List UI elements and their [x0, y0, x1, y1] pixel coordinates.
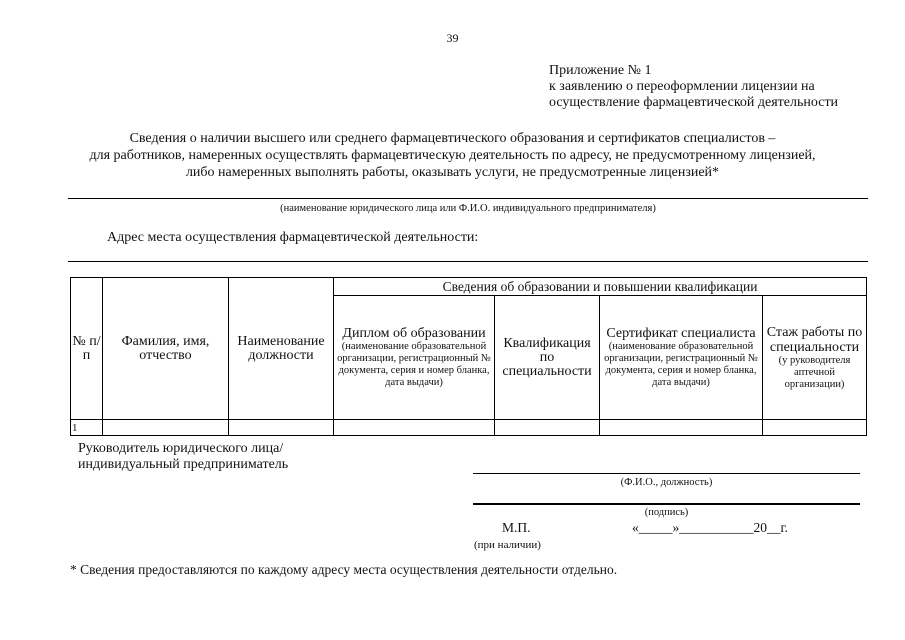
cell-position	[229, 420, 334, 436]
cell-qualification	[495, 420, 600, 436]
address-line	[68, 261, 868, 262]
stamp-note: (при наличии)	[474, 539, 541, 551]
cell-certificate	[600, 420, 763, 436]
footnote: * Сведения предоставляются по каждому адресу места осуществления деятельности отдельно.	[70, 562, 618, 577]
cell-number: 1	[71, 420, 103, 436]
experience-title: Стаж работы по специальности	[766, 324, 863, 355]
certificate-note: (наименование образовательной организации, регистрационный № документа, серия и номер бланка, дата выдачи)	[604, 341, 758, 388]
heading-line-3: либо намеренных выполнять работы, оказывать услуги, не предусмотренные лицензией*	[185, 165, 720, 180]
date-field: «_____»___________20__г.	[632, 520, 788, 535]
name-position-caption: (Ф.И.О., должность)	[620, 477, 713, 488]
signature-label	[78, 441, 288, 473]
signature-label-line-1: Руководитель юридического лица/	[78, 441, 284, 456]
page-number: 39	[446, 31, 459, 45]
col-experience-header	[763, 296, 867, 420]
name-position-line	[473, 473, 860, 474]
appendix-note	[549, 63, 838, 111]
col-position-header: Наименование должности	[229, 278, 334, 420]
col-number-header: № п/п	[71, 278, 103, 420]
signature-caption: (подпись)	[644, 507, 689, 518]
col-certificate-header	[600, 296, 763, 420]
appendix-line-3: осуществление фармацевтической деятельности	[549, 95, 839, 110]
appendix-line-2: к заявлению о переоформлении лицензии на	[549, 79, 815, 94]
signature-line	[473, 503, 860, 505]
col-diploma-header	[334, 296, 495, 420]
col-name-header: Фамилия, имя, отчество	[103, 278, 229, 420]
address-label: Адрес места осуществления фармацевтической деятельности:	[107, 230, 479, 245]
entity-name-caption: (наименование юридического лица или Ф.И.О. индивидуального предпринимателя)	[280, 203, 656, 214]
diploma-note: (наименование образовательной организации, регистрационный № документа, серия и номер бланка, дата выдачи)	[337, 341, 491, 388]
cell-diploma	[334, 420, 495, 436]
certificate-title: Сертификат специалиста	[606, 326, 756, 341]
document-heading	[40, 130, 865, 181]
heading-line-2: для работников, намеренных осуществлять фармацевтическую деятельность по адресу, не предусмотренному лицензией,	[89, 148, 816, 163]
diploma-title: Диплом об образовании	[342, 326, 486, 341]
table-row	[71, 420, 867, 436]
cell-experience	[763, 420, 867, 436]
appendix-title: Приложение № 1	[549, 63, 652, 78]
stamp-label: М.П.	[502, 520, 531, 535]
staff-table	[70, 277, 867, 436]
heading-line-1: Сведения о наличии высшего или среднего фармацевтического образования и сертификатов специалистов –	[129, 131, 776, 146]
education-group-header: Сведения об образовании и повышении квалификации	[334, 278, 867, 296]
col-qualification-header: Квалификация по специальности	[495, 296, 600, 420]
signature-label-line-2: индивидуальный предприниматель	[78, 457, 289, 472]
experience-note: (у руководителя аптечной организации)	[778, 354, 851, 390]
cell-name	[103, 420, 229, 436]
entity-name-line	[68, 198, 868, 199]
